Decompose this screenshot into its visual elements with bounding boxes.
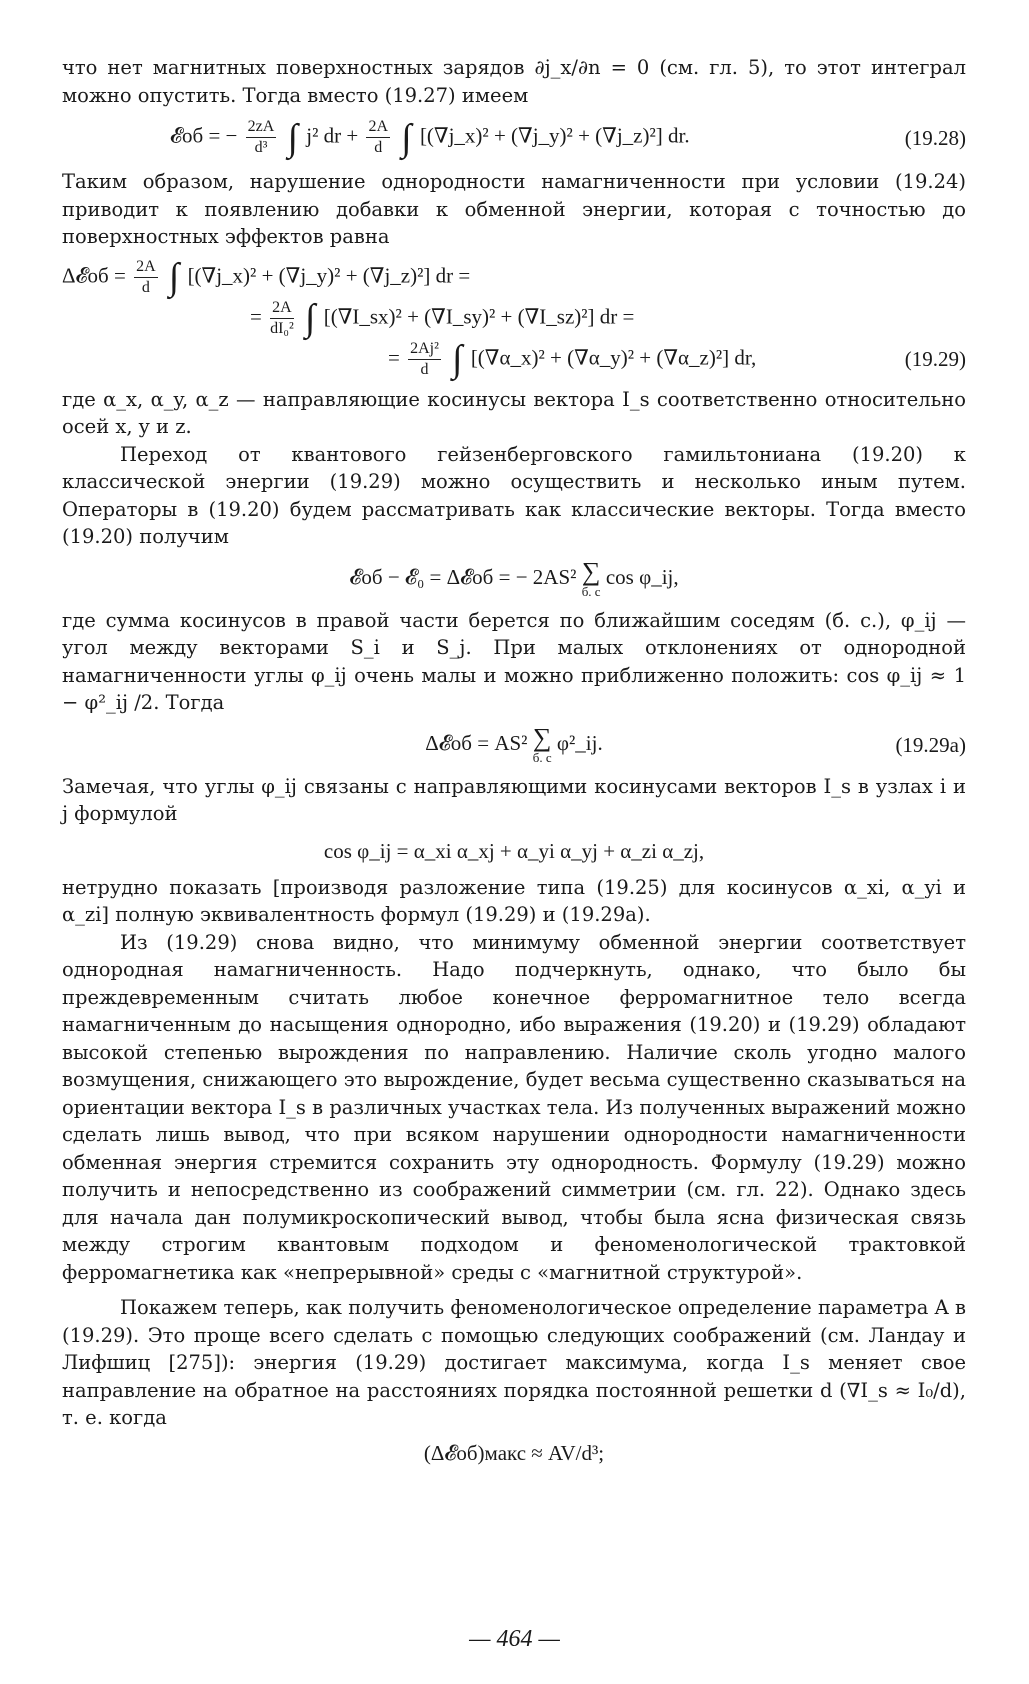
integral-sign: ∫ [168,256,180,298]
equation-19-29a: Δ𝓔об = AS² ∑ б. с φ²_ij. (19.29а) [425,722,966,765]
eq1-fraction-1: $\frac{2zA}{\text{d³}}$ [247,118,275,156]
eq1-term-2: [(∇j_x)² + (∇j_y)² + (∇j_z)²] dr. [419,123,690,148]
paragraph-2: Таким образом, нарушение однородности намагниченности при условии (19.24) приводит к появлению добавки к обменной энергии, которая с точностью до поверхностных эффектов равна [62,170,966,248]
eq1-lhs: 𝓔об = − [170,123,238,148]
paragraph-8: Из (19.29) снова видно, что минимуму обменной энергии соответствует однородная намагниченность. Надо подчеркнуть, однако, что было бы преждевременным считать любое конечное ферромагнитное тело всегда намагниченным до насыщения однородно, ибо выражения (19.20) и (19.29) обладают высокой степенью вырождения по направлению. Наличие сколь угодно малого возмущения, снижающего это вырождение, будет весьма существенно сказываться на ориентации вектора I_s в различных участках тела. Из полученных выражений можно сделать лишь вывод, что при всяком нарушении однородности намагниченности обменная энергия стремится сохранить эту однородность. Формулу (19.29) можно получить и непосредственно из соображений симметрии (см. гл. 22). Однако здесь для начала дан полумикроскопический вывод, чтобы была ясна физическая связь между строгим квантовым подходом и феноменологической трактовкой ферромагнетика как «непрерывной» среды с «магнитной структурой». [62,930,966,1284]
integral-sign: ∫ [452,338,463,380]
equation-max-energy: (Δ𝓔об)макс ≈ AV/d³; [423,1440,605,1465]
paragraph-1: что нет магнитных поверхностных зарядов ∂j_x/∂n = 0 (см. гл. 5), то этот интеграл можно опустить. Тогда вместо (19.27) имеем [62,56,966,107]
eq1-term-1: j² dr + [306,123,359,148]
integral-sign: ∫ [305,297,316,339]
page-content [62,54,966,1468]
equation-exchange-sum: 𝓔об − 𝓔₀ = Δ𝓔об = − 2AS² ∑ б. с cos φ_ij, [349,556,679,599]
equation-number: (19.29а) [895,732,966,757]
equation-cos-phi: cos φ_ij = α_xi α_xj + α_yi α_yj + α_zi α_zj, [323,838,705,863]
page-number: — 464 — [469,1626,560,1652]
paragraph-5: где сумма косинусов в правой части берется по ближайшим соседям (б. с.), φ_ij — угол между векторами S_i и S_j. При малых отклонениях от однородной намагниченности углы φ_ij очень малы и можно приближенно положить: cos φ_ij ≈ 1 − φ²_ij /2. Тогда [62,608,966,714]
eq2-line-2: = $\frac{2A}{\text{dI₀²}}$ ∫ [(∇I_sx)² + (∇I_sy)² + (∇I_sz)²] dr = [250,297,635,339]
eq1-fraction-2: $\frac{2A}{d}$ [368,118,389,156]
integral-sign: ∫ [401,116,412,159]
equation-19-29 [62,257,966,380]
paragraph-3: где α_x, α_y, α_z — направляющие косинусы вектора I_s соответственно относительно осей x, y и z. [62,387,966,438]
eq2-line-1: Δ𝓔об = $\frac{2A}{d}$ ∫ [(∇j_x)² + (∇j_y)² + (∇j_z)²] dr = [62,256,471,298]
sum-sign: ∑ б. с [581,556,601,599]
eq2-line-3: = $\frac{\text{2Aj²}}{d}$ ∫ [(∇α_x)² + (∇α_y)² + (∇α_z)²] dr, (19.29) [388,338,966,380]
paragraph-4: Переход от квантового гейзенберговского гамильтониана (19.20) к классической энергии (19.29) можно осуществить и несколько иным путем. Операторы в (19.20) будем рассматривать как классические векторы. Тогда вместо (19.20) получим [62,442,966,548]
paragraph-6: Замечая, что углы φ_ij связаны с направляющими косинусами векторов I_s в узлах i и j формулой [62,774,966,825]
equation-19-28 [62,117,966,158]
paragraph-9: Покажем теперь, как получить феноменологическое определение параметра A в (19.29). Это проще всего сделать с помощью следующих соображений (см. Ландау и Лифшиц [275]): энергия (19.29) достигает максимума, когда I_s меняет свое направление на обратное на расстояниях порядка постоянной решетки d (∇I_s ≈ I₀/d), т. е. когда [62,1296,966,1429]
equation-number: (19.28) [904,125,966,150]
paragraph-7: нетрудно показать [производя разложение типа (19.25) для косинусов α_xi, α_yi и α_zi] полную эквивалентность формул (19.29) и (19.29а). [62,875,966,926]
integral-sign: ∫ [287,116,298,159]
equation-number: (19.29) [904,347,966,371]
sum-sign: ∑ б. с [532,722,552,765]
